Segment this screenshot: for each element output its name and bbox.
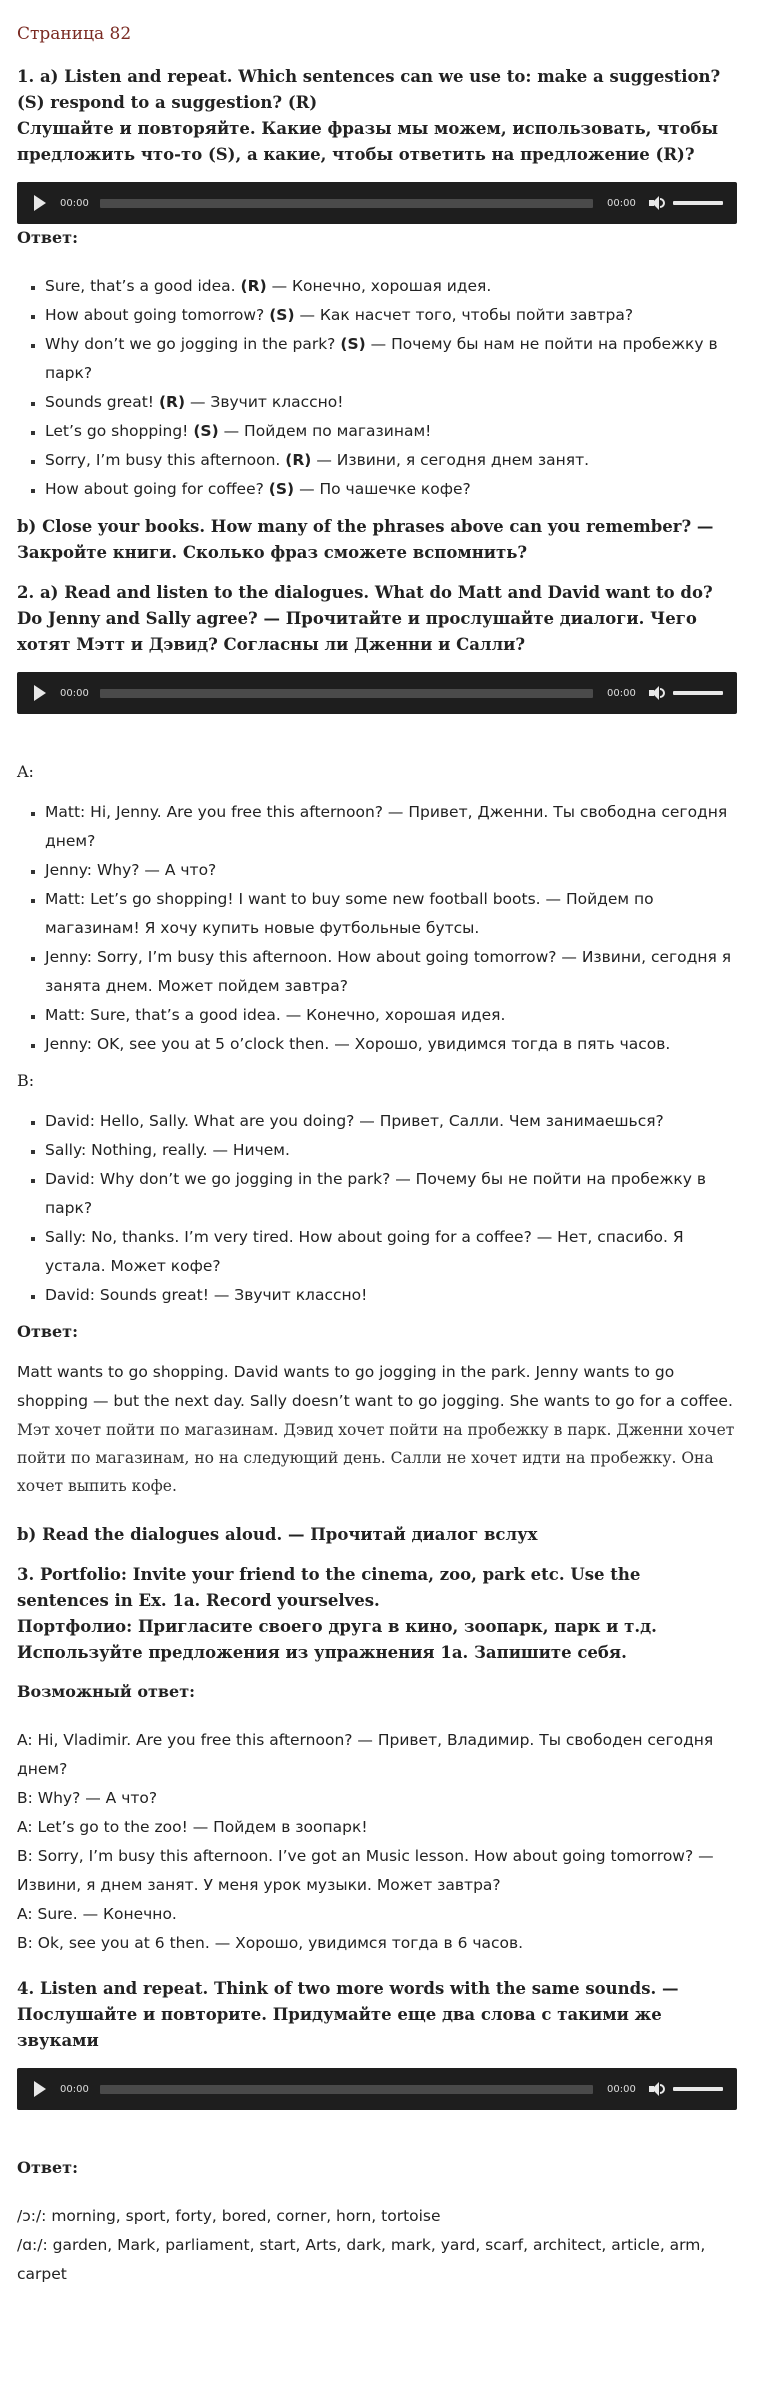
current-time: 00:00 <box>60 687 89 699</box>
dialog-line: ▪ David: Sounds great! — Звучит классно! <box>45 1281 737 1310</box>
sound-line: /ɔ:/: morning, sport, forty, bored, corner, horn, tortoise <box>17 2207 441 2225</box>
list-item: ▪ Sounds great! (R) — Звучит классно! <box>45 388 737 417</box>
list-item: ▪ Let’s go shopping! (S) — Пойдем по магазинам! <box>45 417 737 446</box>
sound-line: /ɑ:/: garden, Mark, parliament, start, Arts, dark, mark, yard, scarf, architect, article, arm, carpet <box>17 2236 706 2283</box>
play-icon[interactable] <box>34 195 46 211</box>
dialog-line: ▪ Sally: Nothing, really. — Ничем. <box>45 1136 737 1165</box>
answer-ru: Мэт хочет пойти по магазинам. Дэвид хочет пойти на пробежку в парк. Дженни хочет пойти по магазинам, но на следующий день. Салли не хочет идти на пробежку. Она хочет выпить кофе. <box>17 1421 735 1495</box>
dialog-line: ▪ David: Hello, Sally. What are you doing? — Привет, Салли. Чем занимаешься? <box>45 1107 737 1136</box>
task-3: 3. Portfolio: Invite your friend to the cinema, zoo, park etc. Use the sentences in Ex. 1a. Record yourselves. Портфолио: Пригласите своего друга в кино, зоопарк, парк и т.д. Используйте предложения из упражнения 1а. Запишите себя. <box>17 1565 657 1662</box>
answer-label: Ответ: <box>17 2158 78 2177</box>
answer-label: Ответ: <box>17 1322 78 1341</box>
list-item: ▪ How about going tomorrow? (S) — Как насчет того, чтобы пойти завтра? <box>45 301 737 330</box>
task-1b: b) Close your books. How many of the phrases above can you remember? — Закройте книги. Сколько фраз сможете вспомнить? <box>17 517 714 562</box>
volume-slider[interactable] <box>673 691 723 695</box>
volume-icon[interactable] <box>649 196 665 210</box>
volume-slider[interactable] <box>673 2087 723 2091</box>
progress-track[interactable] <box>100 689 593 698</box>
volume-icon[interactable] <box>649 686 665 700</box>
audio-player-3[interactable] <box>17 2068 737 2110</box>
play-icon[interactable] <box>34 685 46 701</box>
dialog-line: ▪ Jenny: OK, see you at 5 o’clock then. — Хорошо, увидимся тогда в пять часов. <box>45 1030 737 1059</box>
current-time: 00:00 <box>60 197 89 209</box>
progress-track[interactable] <box>100 199 593 208</box>
dialog-line: B: Sorry, I’m busy this afternoon. I’ve got an Music lesson. How about going tomorrow? — Извини, я днем занят. У меня урок музыки. Может завтра? <box>17 1847 714 1894</box>
list-item: ▪ Why don’t we go jogging in the park? (S) — Почему бы нам не пойти на пробежку в парк? <box>45 330 737 388</box>
dialog-line: ▪ Jenny: Sorry, I’m busy this afternoon. How about going tomorrow? — Извини, сегодня я занята днем. Может пойдем завтра? <box>45 943 737 1001</box>
list-item: ▪ Sorry, I’m busy this afternoon. (R) — Извини, я сегодня днем занят. <box>45 446 737 475</box>
answer-en: Matt wants to go shopping. David wants to go jogging in the park. Jenny wants to go shopping — but the next day. Sally doesn’t want to go jogging. She wants to go for a coffee. <box>17 1363 733 1410</box>
duration-time: 00:00 <box>607 197 636 209</box>
dialog-b-label: B: <box>17 1071 35 1090</box>
progress-track[interactable] <box>100 2085 593 2094</box>
play-icon[interactable] <box>34 2081 46 2097</box>
dialog-a <box>17 798 737 1059</box>
task-4: 4. Listen and repeat. Think of two more words with the same sounds. — Послушайте и повторите. Придумайте еще два слова с такими же звуками <box>17 1979 679 2050</box>
answer-label: Возможный ответ: <box>17 1682 196 1701</box>
task-2b: b) Read the dialogues aloud. — Прочитай диалог вслух <box>17 1525 538 1544</box>
answer-label: Ответ: <box>17 228 78 247</box>
task-1a-en: 1. a) Listen and repeat. Which sentences can we use to: make a suggestion? (S) respond to a suggestion? (R) <box>17 67 721 112</box>
volume-slider[interactable] <box>673 201 723 205</box>
dialog-line: ▪ Matt: Let’s go shopping! I want to buy some new football boots. — Пойдем по магазинам! Я хочу купить новые футбольные бутсы. <box>45 885 737 943</box>
dialog-line: B: Why? — А что? <box>17 1789 158 1807</box>
dialog-line: ▪ Sally: No, thanks. I’m very tired. How about going for a coffee? — Нет, спасибо. Я устала. Может кофе? <box>45 1223 737 1281</box>
dialog-line: A: Let’s go to the zoo! — Пойдем в зоопарк! <box>17 1818 368 1836</box>
list-item: ▪ How about going for coffee? (S) — По чашечке кофе? <box>45 475 737 504</box>
dialog-line: ▪ David: Why don’t we go jogging in the park? — Почему бы не пойти на пробежку в парк? <box>45 1165 737 1223</box>
audio-player-1[interactable] <box>17 182 737 224</box>
audio-player-2[interactable] <box>17 672 737 714</box>
dialog-line: ▪ Matt: Hi, Jenny. Are you free this afternoon? — Привет, Дженни. Ты свободна сегодня днем? <box>45 798 737 856</box>
page-title: Страница 82 <box>17 24 132 44</box>
list-item: ▪ Sure, that’s a good idea. (R) — Конечно, хорошая идея. <box>45 272 737 301</box>
dialog-line: ▪ Jenny: Why? — А что? <box>45 856 737 885</box>
duration-time: 00:00 <box>607 2083 636 2095</box>
task-1a <box>17 64 737 168</box>
dialog-line: ▪ Matt: Sure, that’s a good idea. — Конечно, хорошая идея. <box>45 1001 737 1030</box>
dialog-line: A: Sure. — Конечно. <box>17 1905 177 1923</box>
duration-time: 00:00 <box>607 687 636 699</box>
current-time: 00:00 <box>60 2083 89 2095</box>
volume-icon[interactable] <box>649 2082 665 2096</box>
task-1a-ru: Слушайте и повторяйте. Какие фразы мы можем, использовать, чтобы предложить что-то (S), а какие, чтобы ответить на предложение (R)? <box>17 119 719 164</box>
dialog-line: A: Hi, Vladimir. Are you free this afternoon? — Привет, Владимир. Ты свободен сегодня днем? <box>17 1731 714 1778</box>
sound-words <box>17 2202 737 2289</box>
dialog-a-label: A: <box>17 762 34 781</box>
sample-dialog <box>17 1726 737 1958</box>
task-2a: 2. a) Read and listen to the dialogues. What do Matt and David want to do? Do Jenny and Sally agree? — Прочитайте и прослушайте диалоги. Чего хотят Мэтт и Дэвид? Согласны ли Дженни и Салли? <box>17 583 713 654</box>
dialog-line: B: Ok, see you at 6 then. — Хорошо, увидимся тогда в 6 часов. <box>17 1934 524 1952</box>
dialog-b <box>17 1107 737 1310</box>
phrase-list <box>17 272 737 504</box>
